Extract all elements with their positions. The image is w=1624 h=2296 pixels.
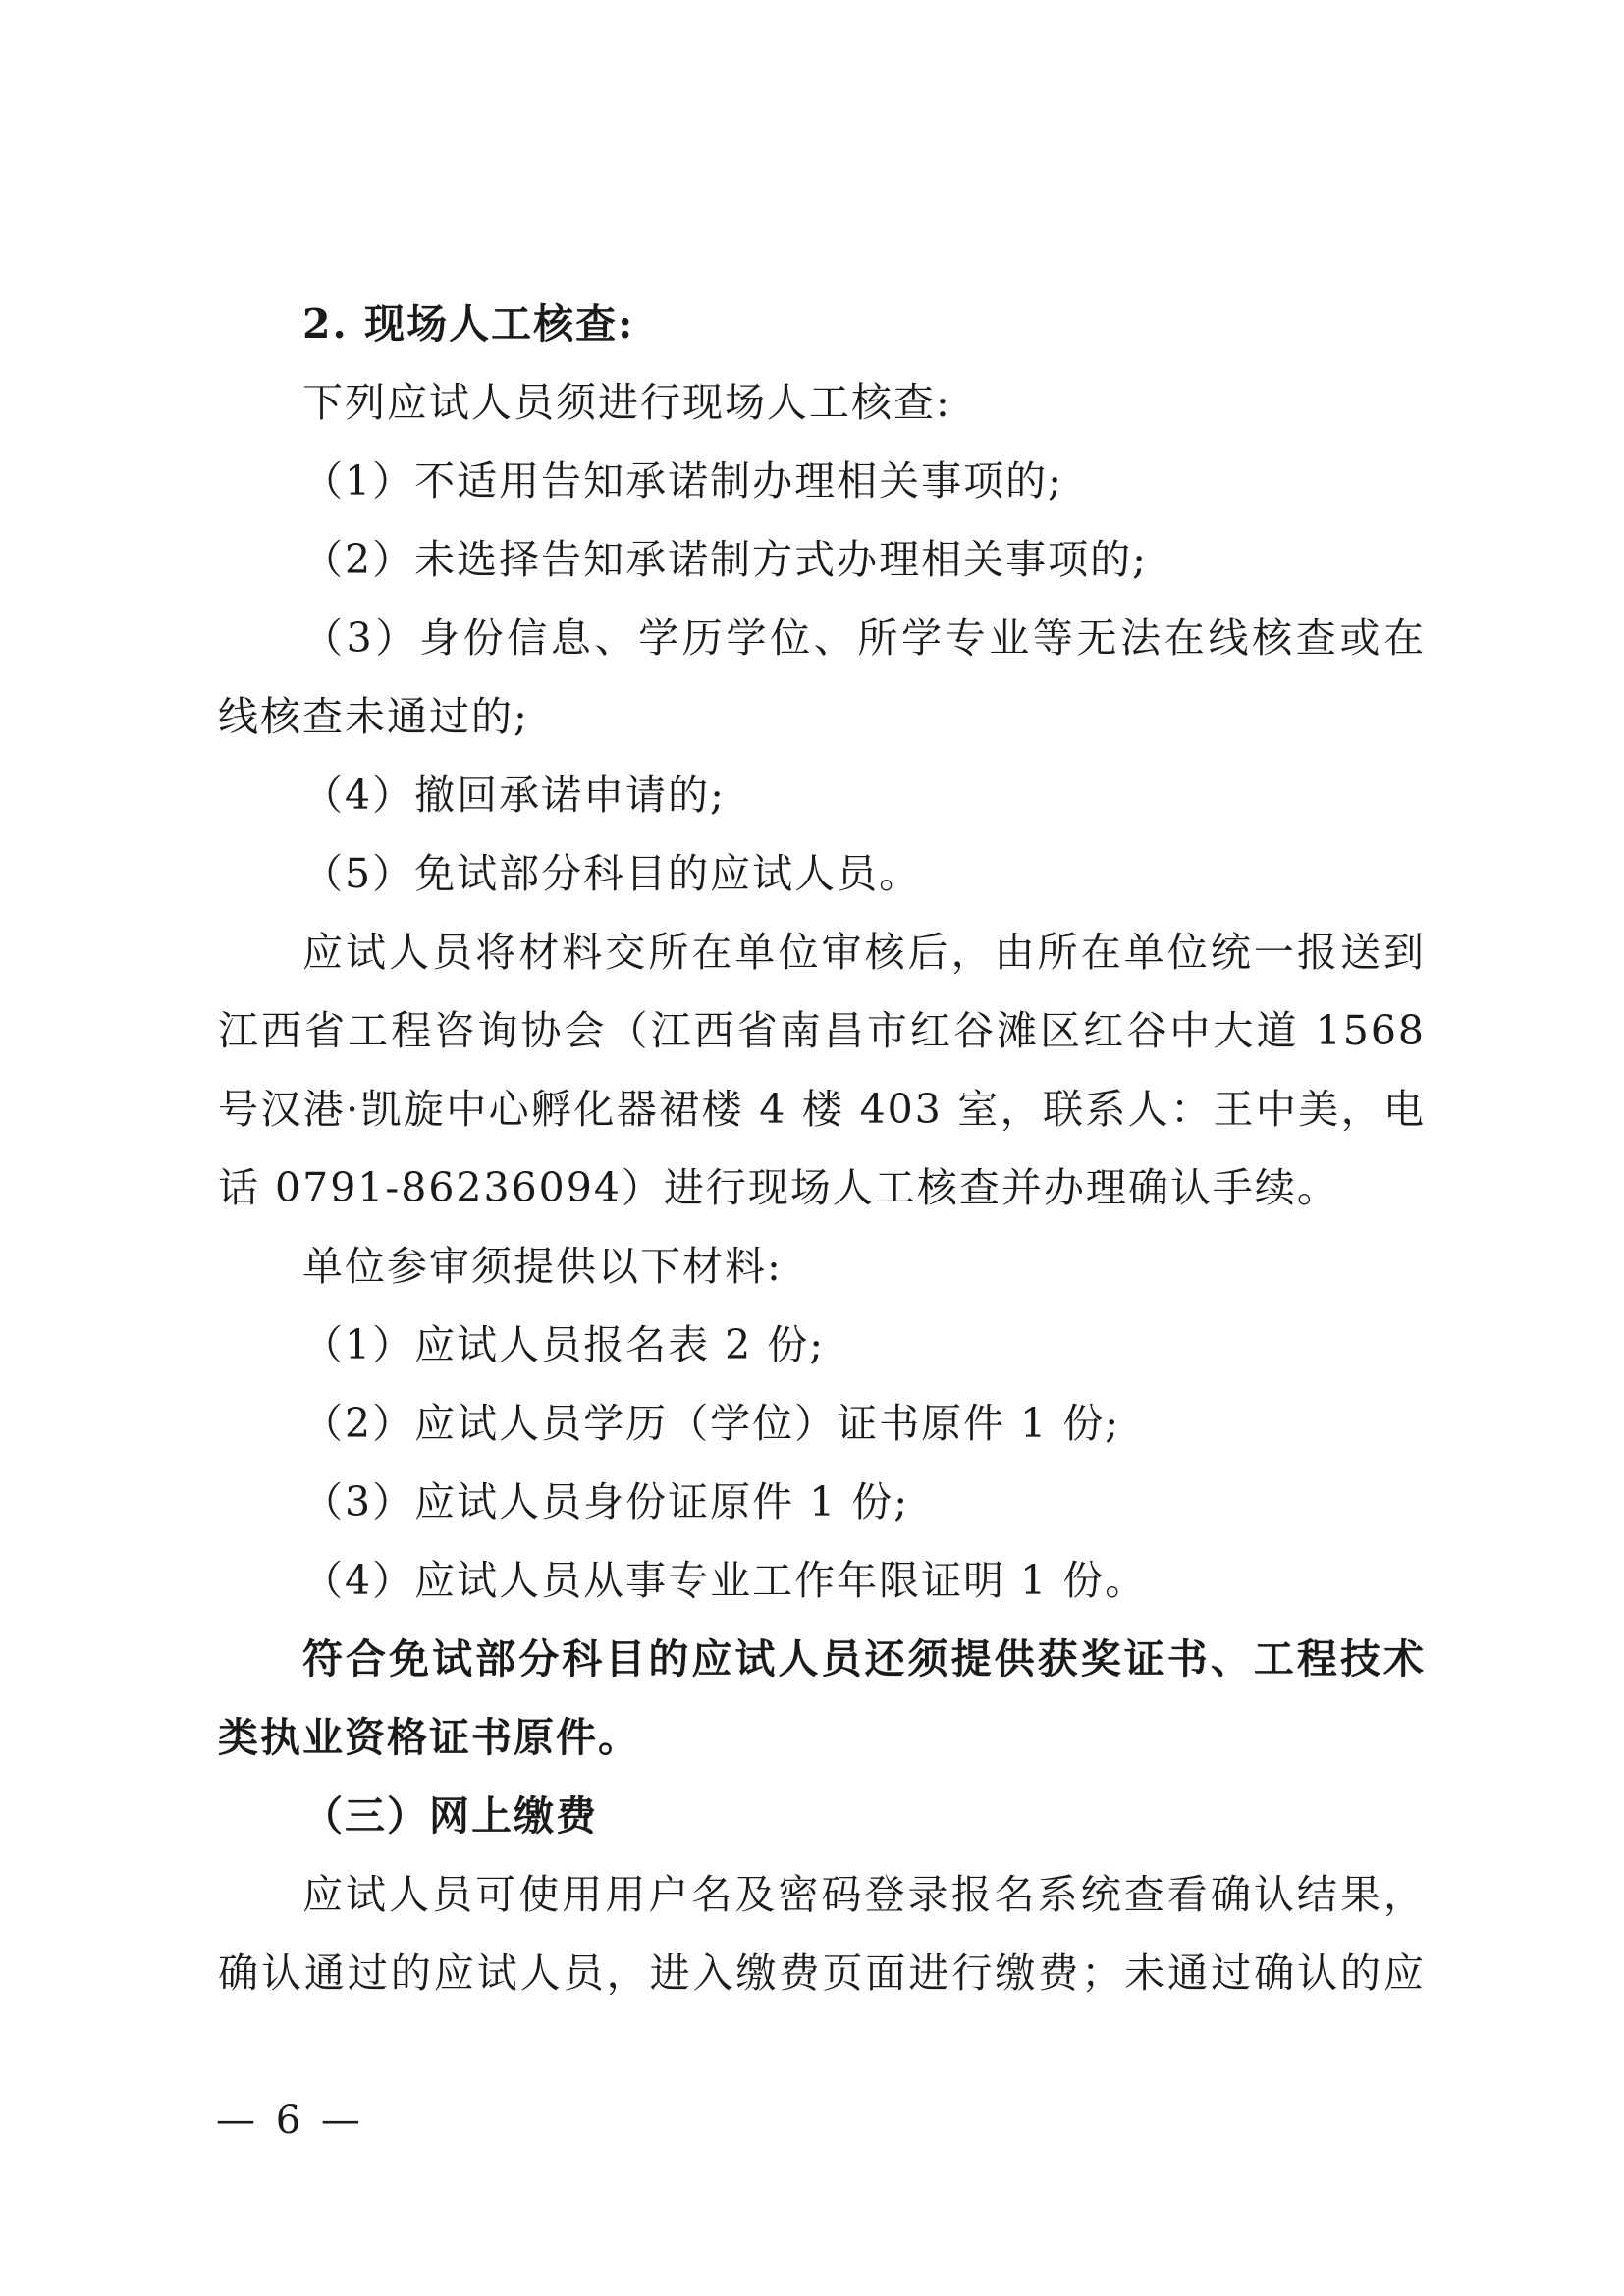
list-item: （1）不适用告知承诺制办理相关事项的; <box>302 457 1063 505</box>
paragraph-line: 号汉港·凯旋中心孵化器裙楼 4 楼 403 室，联系人：王中美，电 <box>218 1086 1426 1133</box>
paragraph-line: 确认通过的应试人员，进入缴费页面进行缴费；未通过确认的应 <box>218 1949 1426 1997</box>
paragraph-line: 单位参审须提供以下材料: <box>302 1243 783 1290</box>
document-body <box>218 285 1426 2012</box>
list-item: （4）撤回承诺申请的; <box>302 772 726 819</box>
paragraph-line: 江西省工程咨询协会（江西省南昌市红谷滩区红谷中大道 1568 <box>218 1007 1426 1054</box>
list-item: （2）未选择告知承诺制方式办理相关事项的; <box>302 536 1148 583</box>
list-item: （4）应试人员从事专业工作年限证明 1 份。 <box>302 1557 1148 1604</box>
bold-notice-line: 符合免试部分科目的应试人员还须提供获奖证书、工程技术 <box>302 1635 1426 1682</box>
list-item-continuation: 线核查未通过的; <box>218 693 529 740</box>
paragraph-line: 下列应试人员须进行现场人工核查: <box>302 379 951 426</box>
page-number: — 6 — <box>216 2098 364 2143</box>
paragraph-line: 话 0791-86236094）进行现场人工核查并办理确认手续。 <box>218 1164 1339 1211</box>
bold-notice-line: 类执业资格证书原件。 <box>218 1714 640 1761</box>
section-heading-online-payment: （三）网上缴费 <box>302 1792 598 1840</box>
paragraph-line: 应试人员可使用用户名及密码登录报名系统查看确认结果， <box>302 1871 1426 1918</box>
section-heading-onsite-check: 2. 现场人工核查: <box>302 300 635 347</box>
list-item: （3）应试人员身份证原件 1 份; <box>302 1478 910 1525</box>
paragraph-line: 应试人员将材料交所在单位审核后，由所在单位统一报送到 <box>302 929 1426 976</box>
list-item: （5）免试部分科目的应试人员。 <box>302 850 922 897</box>
list-item: （3）身份信息、学历学位、所学专业等无法在线核查或在 <box>302 614 1426 662</box>
list-item: （1）应试人员报名表 2 份; <box>302 1321 826 1368</box>
list-item: （2）应试人员学历（学位）证书原件 1 份; <box>302 1400 1121 1447</box>
